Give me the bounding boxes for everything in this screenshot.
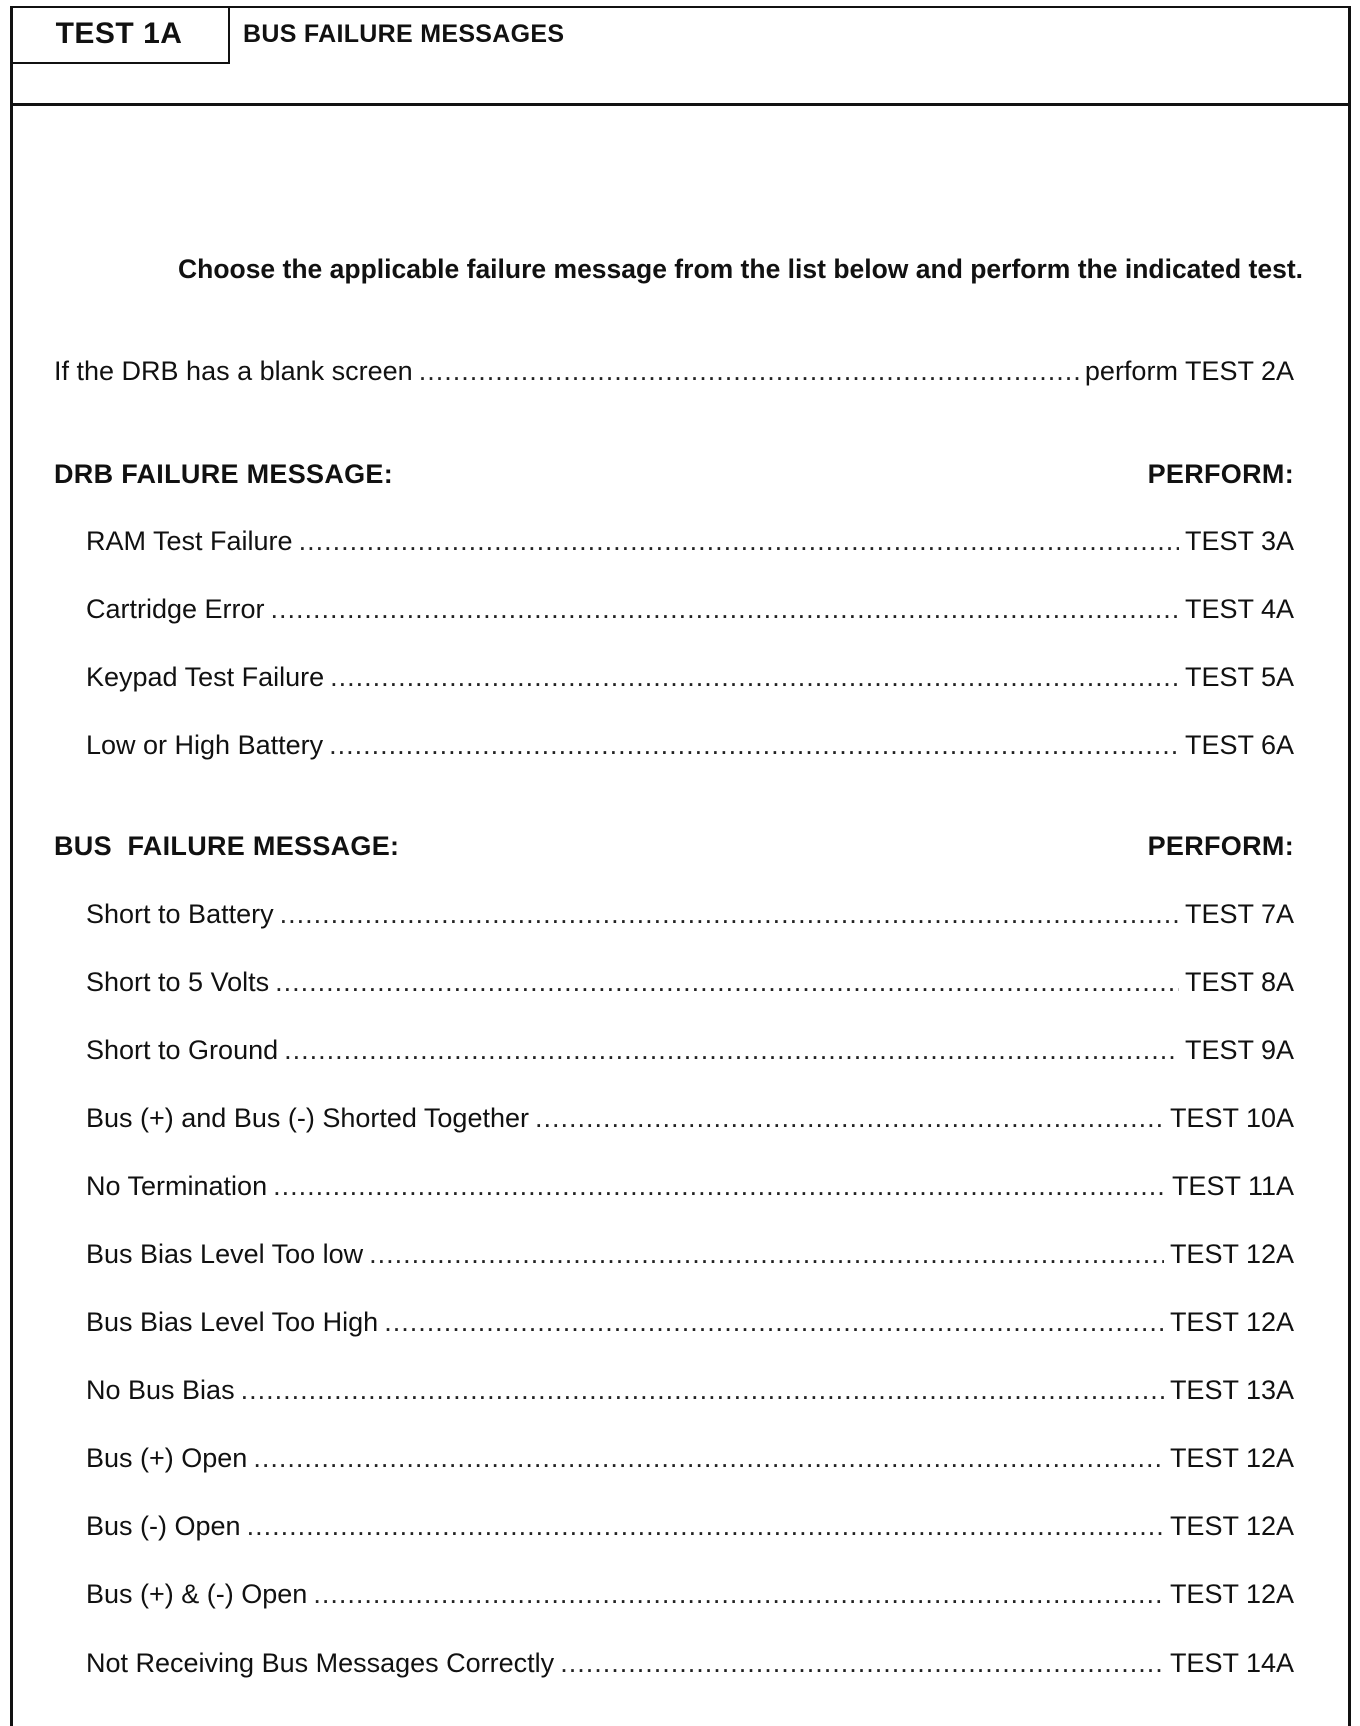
drb-section-heading: DRB FAILURE MESSAGE: [54,459,394,489]
failure-message: Short to Battery [86,899,274,929]
failure-message: Not Receiving Bus Messages Correctly [86,1648,555,1678]
bus-section-heading: BUS FAILURE MESSAGE: [54,831,400,861]
list-item [86,1171,1294,1202]
test-reference: TEST 12A [1169,1307,1294,1337]
list-item [86,1511,1294,1542]
failure-message: No Termination [86,1171,268,1201]
dot-leader [284,1035,1179,1066]
failure-message: Bus Bias Level Too low [86,1239,364,1269]
list-item [86,1443,1294,1474]
dot-leader [299,526,1179,557]
dot-leader [241,1375,1164,1406]
dot-leader [419,356,1079,387]
bus-section-header [54,831,1294,862]
list-item [86,1103,1294,1134]
dot-leader [247,1511,1164,1542]
failure-message: Bus Bias Level Too High [86,1307,379,1337]
list-item [86,730,1294,761]
blank-screen-label: If the DRB has a blank screen [54,356,413,386]
list-item [86,1035,1294,1066]
test-reference: TEST 12A [1169,1443,1294,1473]
page-title: BUS FAILURE MESSAGES [243,20,565,48]
dot-leader [384,1307,1164,1338]
test-reference: TEST 12A [1169,1511,1294,1541]
test-reference: TEST 12A [1169,1239,1294,1269]
failure-message: Bus (+) & (-) Open [86,1579,308,1609]
list-item [86,662,1294,693]
dot-leader [313,1579,1164,1610]
dot-leader [369,1239,1164,1270]
failure-message: Cartridge Error [86,594,265,624]
test-id: TEST 1A [55,17,183,50]
dot-leader [535,1103,1164,1134]
test-reference: TEST 3A [1184,526,1294,556]
test-reference: TEST 13A [1169,1375,1294,1405]
failure-message: Short to Ground [86,1035,279,1065]
test-reference: TEST 9A [1184,1035,1294,1065]
list-item [86,1648,1294,1679]
test-reference: TEST 12A [1169,1579,1294,1609]
dot-leader [280,899,1179,930]
list-item [86,1239,1294,1270]
failure-message: Short to 5 Volts [86,967,270,997]
test-reference: TEST 10A [1169,1103,1294,1133]
test-reference: TEST 6A [1184,730,1294,760]
blank-screen-action: perform TEST 2A [1084,356,1294,386]
test-reference: TEST 5A [1184,662,1294,692]
dot-leader [329,730,1179,761]
list-item [86,1579,1294,1610]
dot-leader [330,662,1179,693]
failure-message: Bus (+) and Bus (-) Shorted Together [86,1103,529,1133]
instruction-text: Choose the applicable failure message from the list below and perform the indicated test. [178,254,1304,284]
drb-section-header [54,459,1294,490]
test-reference: TEST 4A [1184,594,1294,624]
list-item [86,594,1294,625]
test-reference: TEST 7A [1184,899,1294,929]
failure-message: Bus (-) Open [86,1511,241,1541]
dot-leader [275,967,1179,998]
dot-leader [253,1443,1164,1474]
test-reference: TEST 8A [1184,967,1294,997]
test-reference: TEST 14A [1169,1648,1294,1678]
dot-leader [271,594,1179,625]
test-reference: TEST 11A [1171,1171,1294,1201]
test-id-box [10,6,230,64]
list-item [86,899,1294,930]
bus-perform-label: PERFORM: [1147,831,1294,861]
failure-message: Low or High Battery [86,730,324,760]
failure-message: RAM Test Failure [86,526,293,556]
blank-screen-row [54,356,1294,387]
failure-message: Keypad Test Failure [86,662,325,692]
drb-perform-label: PERFORM: [1147,459,1294,489]
dot-leader [560,1648,1164,1679]
failure-message: Bus (+) Open [86,1443,248,1473]
list-item [86,526,1294,557]
list-item [86,1307,1294,1338]
dot-leader [273,1171,1166,1202]
failure-message: No Bus Bias [86,1375,235,1405]
list-item [86,1375,1294,1406]
list-item [86,967,1294,998]
